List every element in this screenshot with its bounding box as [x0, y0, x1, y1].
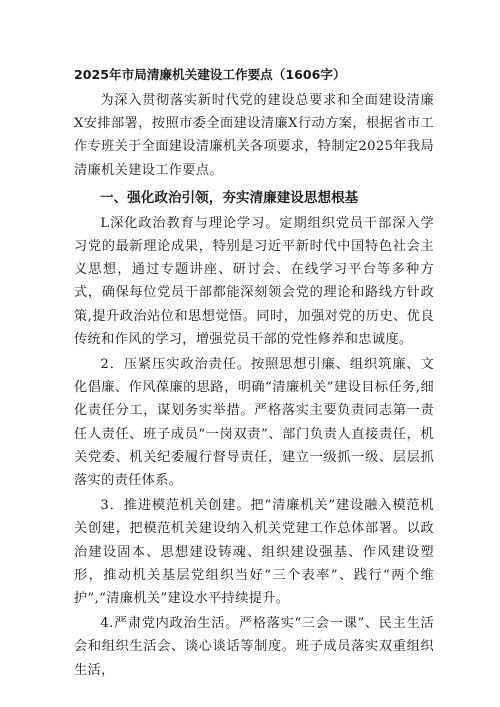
document-body — [74, 65, 434, 684]
section-heading: 一、强化政治引领，夯实清廉建设思想根基 — [100, 189, 359, 206]
paragraph-2: 2．压紧压实政治责任。按照思想引廉、组织筑廉、文化倡廉、作风葆廉的思路，明确“清廉机关”建设目标任务,细化责任分工，谋划务实举措。严格落实主要负责同志第一责任人责任、班子成员“一岗双责”、部门负责人直接责任，机关党委、机关纪委履行督导责任，建立一级抓一级、层层抓落实的责任体系。 — [74, 357, 434, 489]
paragraph-1: L深化政治教育与理论学习。定期组织党员干部深入学习党的最新理论成果，特别是习近平新时代中国特色社会主义思想，通过专题讲座、研讨会、在线学习平台等多种方式，确保每位党员干部都能深刻领会党的理论和路线方针政策,提升政治站位和思想觉悟。同时，加强对党的历史、优良传统和作风的学习，增强党员干部的党性修养和忠诚度。 — [74, 215, 434, 347]
paragraph-4: 4.严肃党内政治生活。严格落实“三会一课”、民主生活会和组织生活会、谈心谈话等制度。班子成员落实双重组织生活， — [74, 616, 434, 678]
document-title: 2025年市局清廉机关建设工作要点（1606字） — [74, 67, 346, 82]
paragraph-3: 3．推进模范机关创建。把“清廉机关”建设融入模范机关创建，把模范机关建设纳入机关党建工作总体部署。以政治建设固本、思想建设铸魂、组织建设强基、作风建设塑形，推动机关基层党组织当好“三个表率”、践行“两个维护”,“清廉机关”建设水平持续提升。 — [74, 498, 434, 607]
intro-paragraph: 为深入贯彻落实新时代党的建设总要求和全面建设清廉X安排部署，按照市委全面建设清廉X行动方案，根据省市工作专班关于全面建设清廉机关各项要求，特制定2025年我局清廉机关建设工作要点。 — [74, 93, 434, 178]
